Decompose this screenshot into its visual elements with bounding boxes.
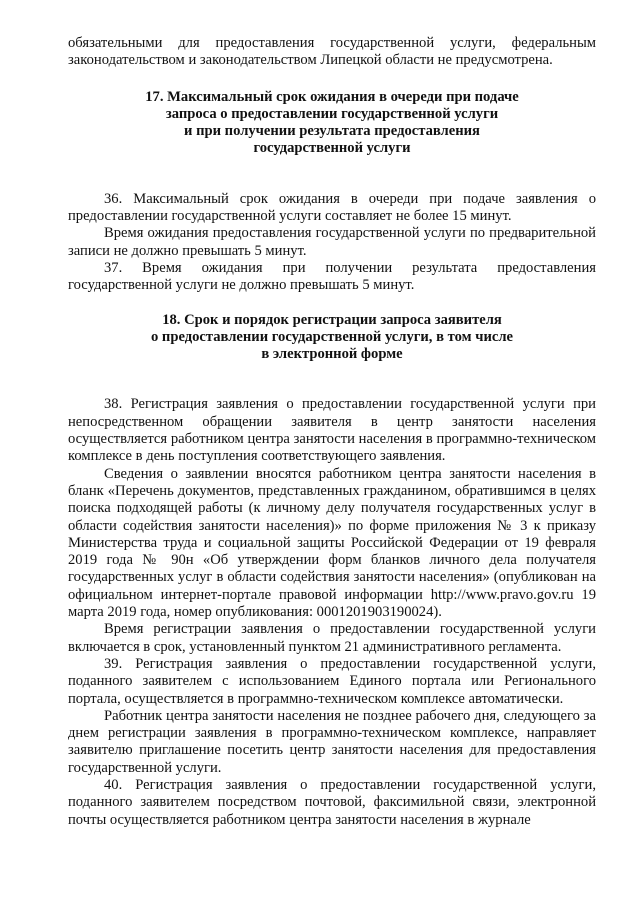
section-17-heading-line: 17. Максимальный срок ожидания в очереди при подаче: [145, 88, 519, 105]
paragraph-40: 40. Регистрация заявления о предоставлении государственной услуги, поданного заявителем посредством почтовой, факсимильной связи, электронной почты осуществляется работником центра занятости населения в журнале: [68, 776, 596, 828]
section-17-heading-line: государственной услуги: [253, 140, 411, 157]
section-17-heading: [68, 89, 596, 158]
spacer: [68, 363, 596, 396]
paragraph-39: 39. Регистрация заявления о предоставлении государственной услуги, поданного заявителем с использованием Единого портала или Регионального портала, осуществляется в программно-техническом комплексе автоматически.: [68, 655, 596, 707]
paragraph-38-details: Сведения о заявлении вносятся работником центра занятости населения в бланк «Перечень документов, представленных гражданином, обратившимся в целях поиска подходящей работы (к личному делу получателя государственных услуг в области содействия занятости населения)» по форме приложения № 3 к приказу Министерства труда и социальной защиты Российской Федерации от 19 февраля 2019 года № 90н «Об утверждении форм бланков личного дела получателя государственных услуг в области содействия занятости населения» (опубликован на официальном интернет-портале правовой информации http://www.pravo.gov.ru 19 марта 2019 года, номер опубликования: 0001201903190024).: [68, 465, 596, 621]
paragraph-37: 37. Время ожидания при получении результата предоставления государственной услуги не должно превышать 5 минут.: [68, 259, 596, 294]
spacer: [68, 158, 596, 191]
section-17-heading-line: и при получении результата предоставления: [184, 123, 480, 140]
section-17-heading-line: запроса о предоставлении государственной услуги: [165, 105, 499, 122]
paragraph-36: 36. Максимальный срок ожидания в очереди при подаче заявления о предоставлении государственной услуги составляет не более 15 минут.: [68, 190, 596, 225]
spacer: [68, 70, 596, 89]
document-body: [68, 35, 596, 829]
spacer: [68, 295, 596, 312]
paragraph-38: 38. Регистрация заявления о предоставлении государственной услуги при непосредственном обращении заявителя в центр занятости населения осуществляется работником центра занятости населения в программно-техническом комплексе в день поступления соответствующего заявления.: [68, 396, 596, 465]
paragraph-39-invitation: Работник центра занятости населения не позднее рабочего дня, следующего за днем регистрации заявления в программно-техническом комплексе, направляет заявителю приглашение посетить центр занятости населения для предоставления государственной услуги.: [68, 707, 596, 776]
section-18-heading: [68, 312, 596, 364]
intro-continuation: обязательными для предоставления государственной услуги, федеральным законодательством и законодательством Липецкой области не предусмотрена.: [68, 35, 596, 69]
section-18-heading-line: 18. Срок и порядок регистрации запроса заявителя: [162, 311, 502, 328]
paragraph-36-continued: Время ожидания предоставления государственной услуги по предварительной записи не должно превышать 5 минут.: [68, 225, 596, 259]
section-18-heading-line: в электронной форме: [261, 346, 403, 363]
section-18-heading-line: о предоставлении государственной услуги, в том числе: [150, 328, 513, 345]
paragraph-38-timing: Время регистрации заявления о предоставлении государственной услуги включается в срок, установленный пунктом 21 административного регламента.: [68, 621, 596, 655]
